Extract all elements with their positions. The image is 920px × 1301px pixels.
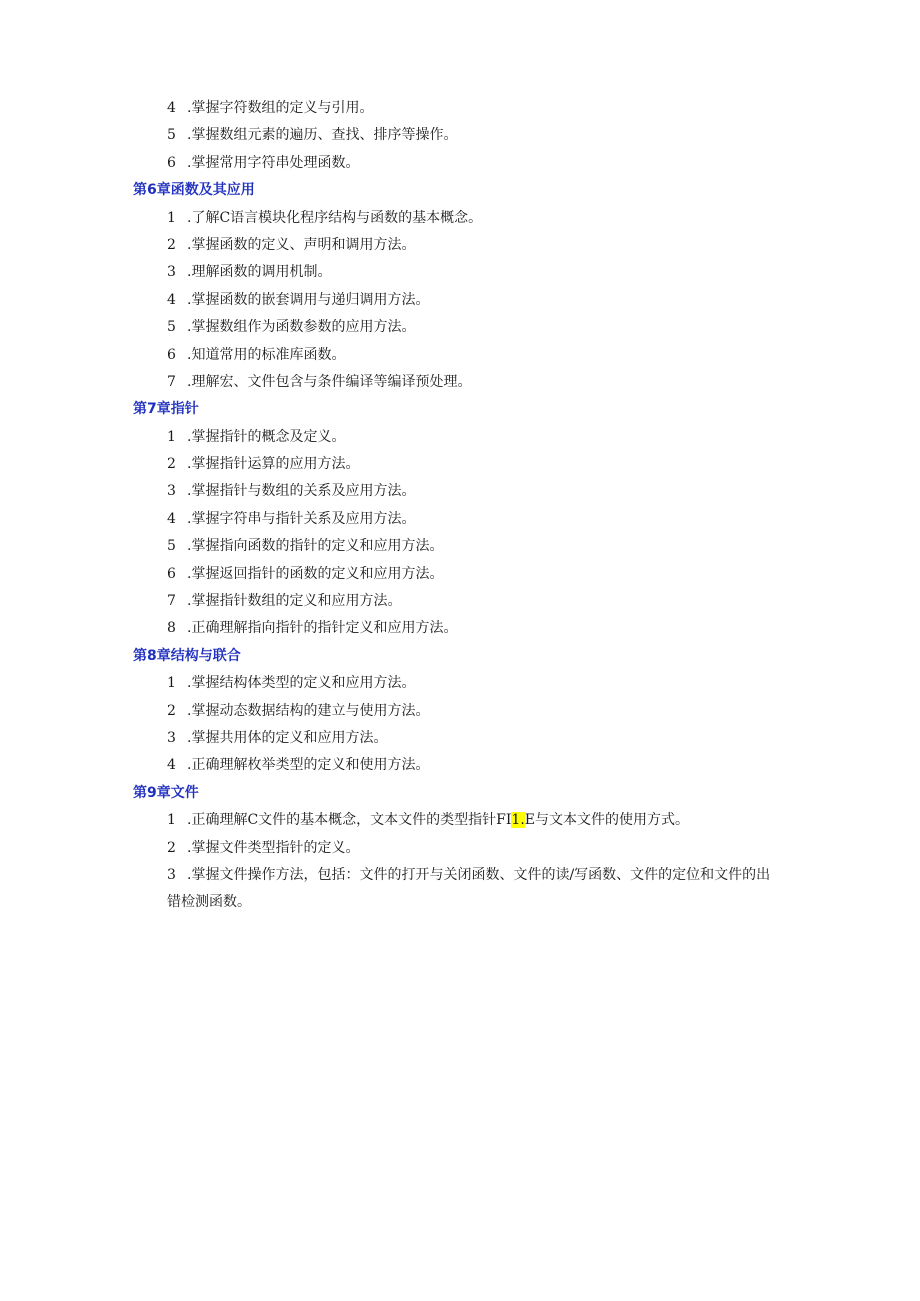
list-item <box>133 205 843 232</box>
item-number: 8 <box>167 620 176 637</box>
item-text: .掌握指针与数组的关系及应用方法。 <box>187 483 416 500</box>
item-text: .掌握函数的定义、声明和调用方法。 <box>187 236 416 253</box>
item-number: 6 <box>167 154 176 171</box>
item-number: 3 <box>167 264 176 281</box>
item-text: .正确理解枚举类型的定义和使用方法。 <box>187 757 430 774</box>
item-number: 2 <box>167 839 176 856</box>
item-text: .知道常用的标准库函数。 <box>187 346 346 363</box>
list-item <box>133 698 843 725</box>
item-number: 4 <box>167 291 176 308</box>
item-text-continuation: 错检测函数。 <box>167 894 251 911</box>
item-text: .掌握常用字符串处理函数。 <box>187 154 360 171</box>
item-text: .掌握指针数组的定义和应用方法。 <box>187 593 402 610</box>
item-number: 7 <box>167 593 176 610</box>
item-text: .掌握字符串与指针关系及应用方法。 <box>187 510 416 527</box>
item-number: 4 <box>167 510 176 527</box>
item-text: .掌握数组元素的遍历、查找、排序等操作。 <box>187 127 458 144</box>
list-item <box>133 150 843 177</box>
item-number: 3 <box>167 729 176 746</box>
list-item <box>133 95 843 122</box>
item-text <box>187 807 689 834</box>
item-number: 6 <box>167 565 176 582</box>
item-text-part: E与文本文件的使用方式。 <box>524 812 689 829</box>
item-number: 1 <box>167 675 176 692</box>
item-text: .掌握指针的概念及定义。 <box>187 428 346 445</box>
item-number: 2 <box>167 456 176 473</box>
list-item <box>133 478 843 505</box>
item-text: .掌握文件操作方法，包括：文件的打开与关闭函数、文件的读/写函数、文件的定位和文件的出 <box>187 866 771 883</box>
list-item <box>133 615 843 642</box>
list-item <box>133 752 843 779</box>
list-item <box>133 670 843 697</box>
item-text-part: .正确理解C文件的基本概念，文本文件的类型指针FI <box>187 812 512 829</box>
item-text: .掌握结构体类型的定义和应用方法。 <box>187 675 416 692</box>
item-number: 4 <box>167 100 176 116</box>
item-text: .掌握字符数组的定义与引用。 <box>187 100 374 116</box>
item-number: 5 <box>167 127 176 144</box>
list-item <box>133 122 843 149</box>
chapter-heading: 第8章结构与联合 <box>133 647 241 664</box>
list-item <box>133 862 843 917</box>
chapter-heading: 第7章指针 <box>133 401 199 418</box>
item-number: 5 <box>167 538 176 555</box>
item-text: .掌握动态数据结构的建立与使用方法。 <box>187 702 430 719</box>
item-text: .掌握文件类型指针的定义。 <box>187 839 360 856</box>
item-text: .了解C语言模块化程序结构与函数的基本概念。 <box>187 209 483 226</box>
item-number: 6 <box>167 346 176 363</box>
item-number: 2 <box>167 236 176 253</box>
list-item <box>133 588 843 615</box>
chapter-heading: 第9章文件 <box>133 784 199 801</box>
item-number: 2 <box>167 702 176 719</box>
item-text: .理解宏、文件包含与条件编译等编译预处理。 <box>187 373 472 390</box>
item-number: 4 <box>167 757 176 774</box>
item-text: .掌握数组作为函数参数的应用方法。 <box>187 319 416 336</box>
list-item <box>133 807 843 834</box>
list-item <box>133 506 843 533</box>
chapter-heading: 第6章函数及其应用 <box>133 182 255 199</box>
item-number: 1 <box>167 428 176 445</box>
list-item <box>133 561 843 588</box>
item-number: 7 <box>167 373 176 390</box>
item-number: 3 <box>167 866 176 883</box>
item-number: 5 <box>167 319 176 336</box>
list-item <box>133 424 843 451</box>
list-item <box>133 533 843 560</box>
list-item <box>133 835 843 862</box>
list-item <box>133 259 843 286</box>
item-text: .掌握指针运算的应用方法。 <box>187 456 360 473</box>
item-text: .正确理解指向指针的指针定义和应用方法。 <box>187 620 458 637</box>
item-text: .理解函数的调用机制。 <box>187 264 332 281</box>
item-text: .掌握返回指针的函数的定义和应用方法。 <box>187 565 444 582</box>
document-content <box>133 95 843 917</box>
list-item <box>133 314 843 341</box>
item-text: .掌握共用体的定义和应用方法。 <box>187 729 388 746</box>
list-item <box>133 342 843 369</box>
item-number: 1 <box>167 812 176 829</box>
item-text: .掌握指向函数的指针的定义和应用方法。 <box>187 538 444 555</box>
item-number: 1 <box>167 209 176 226</box>
list-item <box>133 451 843 478</box>
item-number: 3 <box>167 483 176 500</box>
list-item <box>133 232 843 259</box>
highlighted-text: 1. <box>511 812 525 829</box>
list-item <box>133 369 843 396</box>
list-item <box>133 287 843 314</box>
item-text: .掌握函数的嵌套调用与递归调用方法。 <box>187 291 430 308</box>
list-item <box>133 725 843 752</box>
